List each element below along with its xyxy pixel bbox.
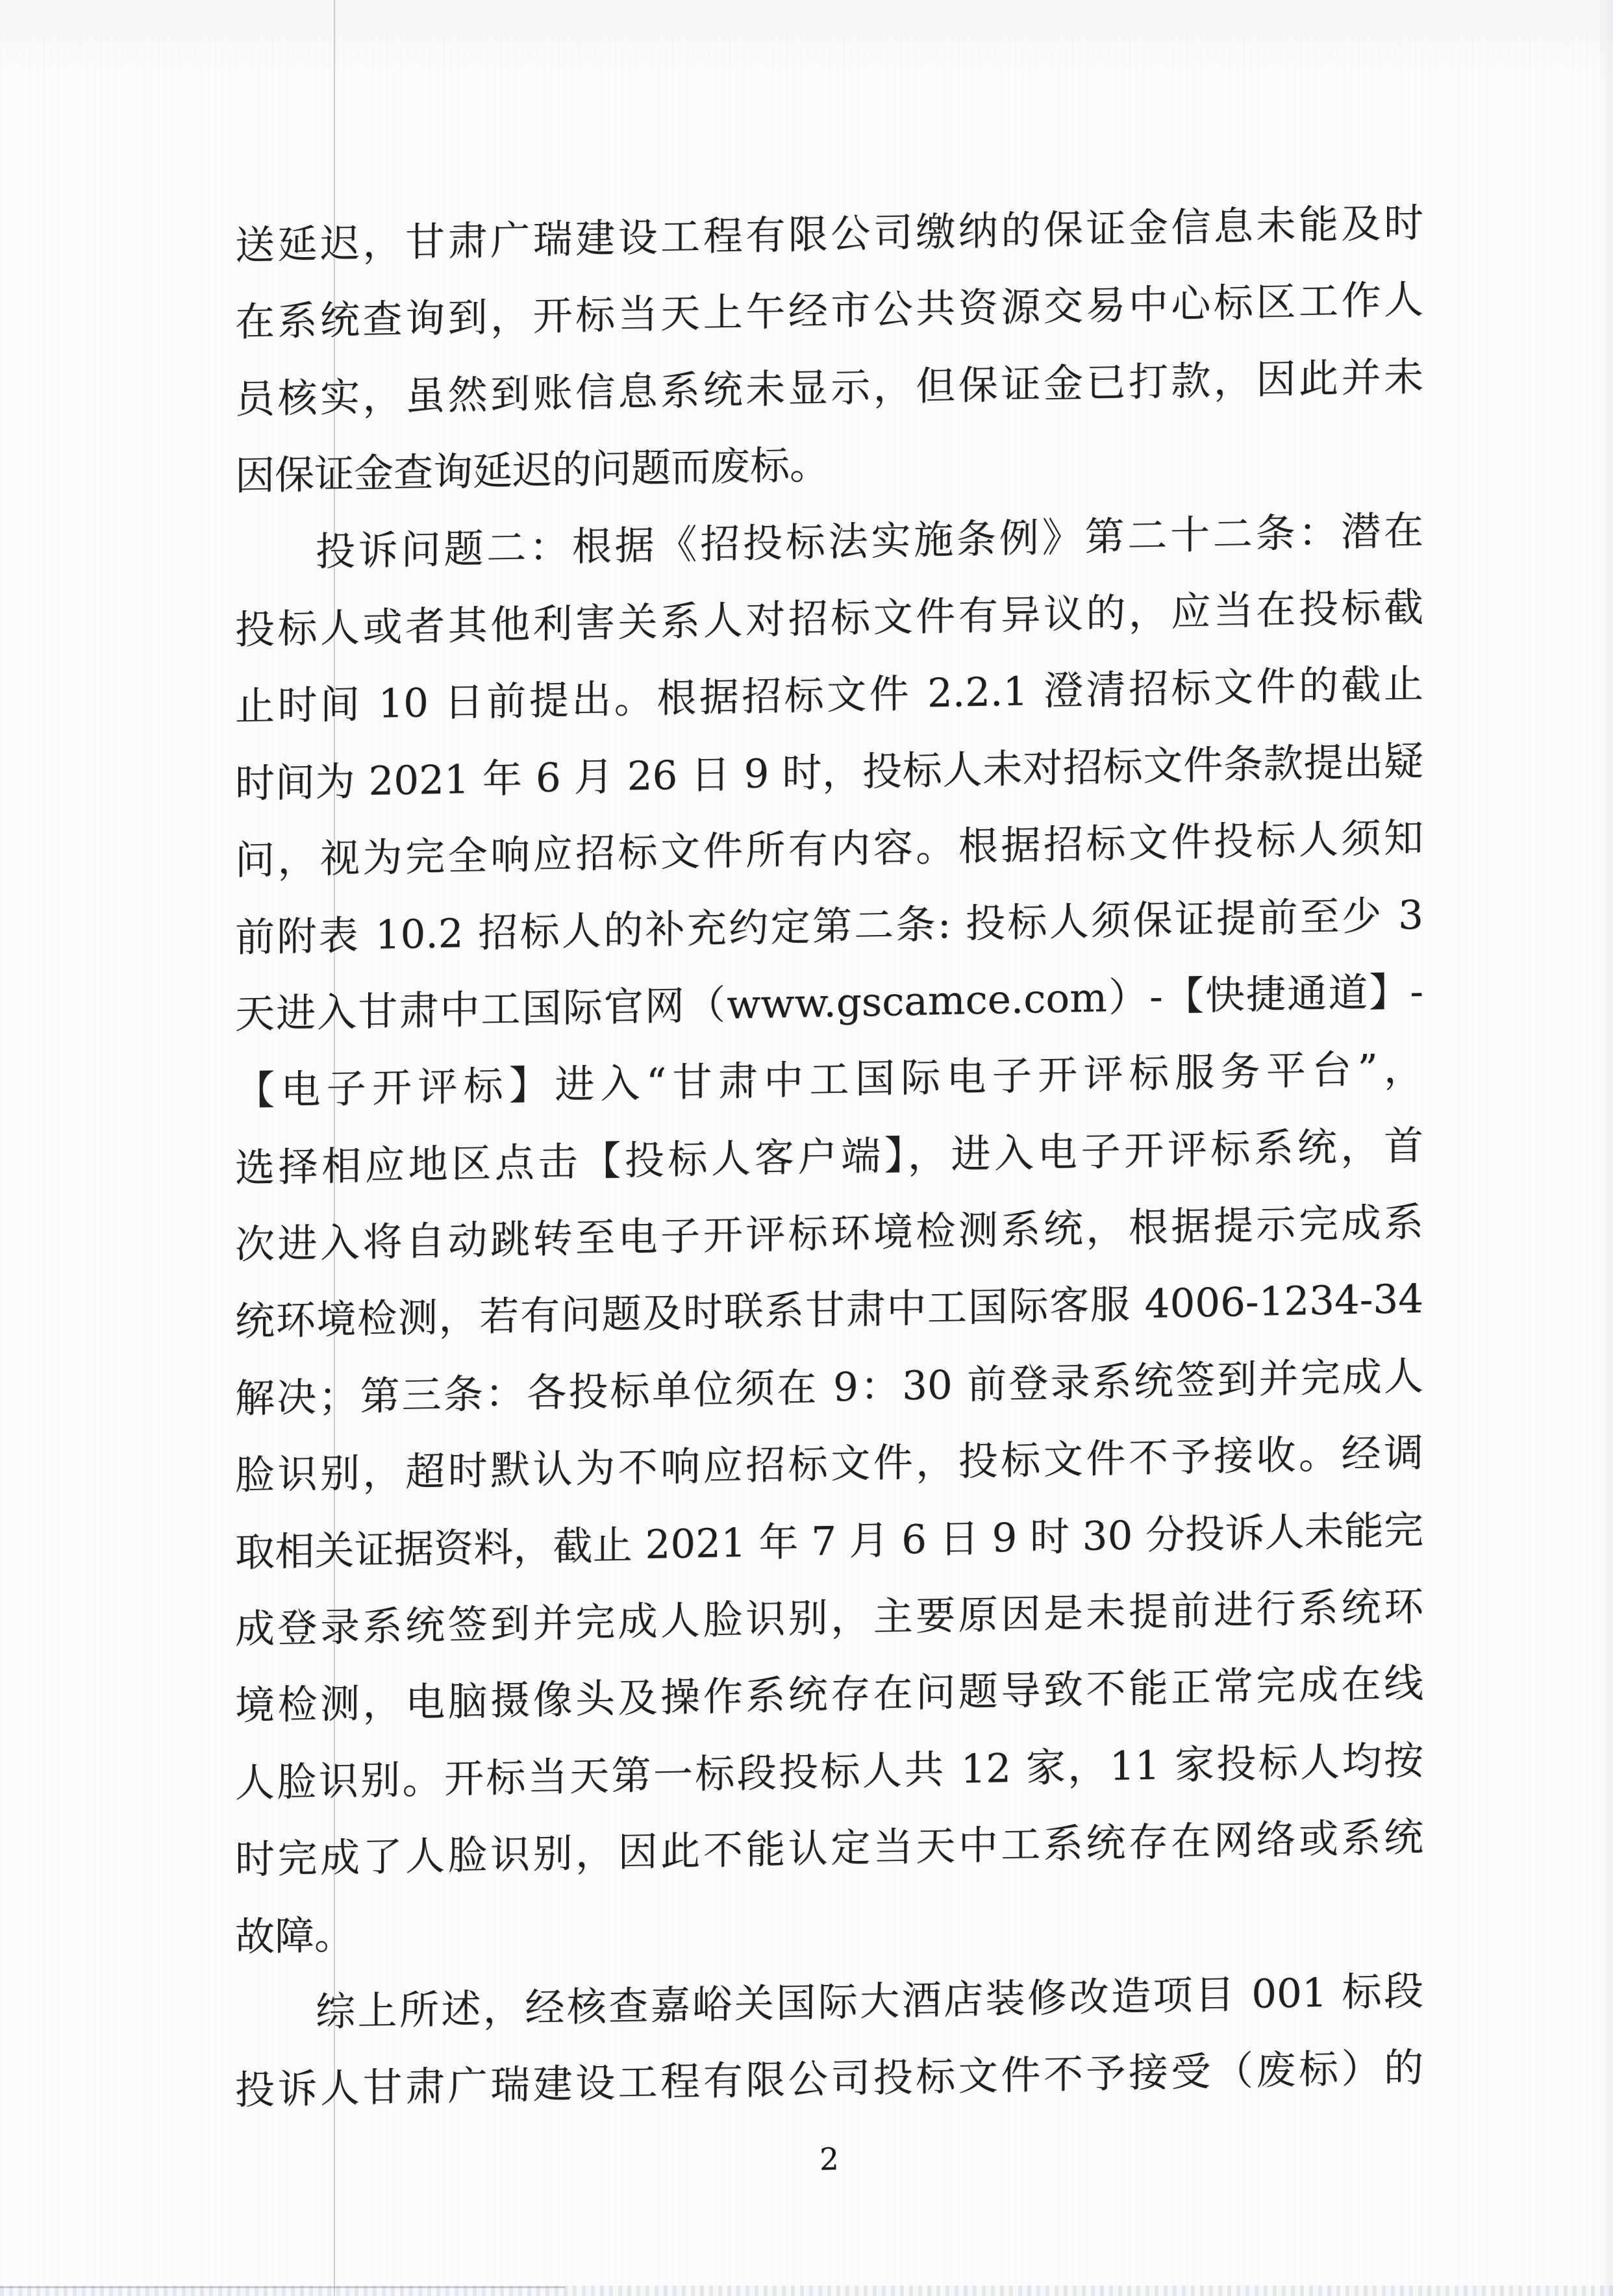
text-line: 统环境检测，若有问题及时联系甘肃中工国际客服 4006-1234-34	[235, 1276, 1423, 1345]
text-line: 取相关证据资料，截止 2021 年 7 月 6 日 9 时 30 分投诉人未能完	[235, 1506, 1423, 1576]
text-line: 前附表 10.2 招标人的补充约定第二条: 投标人须保证提前至少 3	[235, 892, 1423, 961]
scan-edge-right-artifact	[1599, 0, 1613, 2296]
document-body-text	[235, 185, 1423, 2130]
text-line: 因保证金查询延迟的问题而废标。	[235, 442, 830, 500]
text-line: 境检测，电脑摄像头及操作系统存在问题导致不能正常完成在线	[235, 1660, 1423, 1730]
text-line: 解决；第三条：各投标单位须在 9：30 前登录系统签到并完成人	[235, 1353, 1423, 1422]
text-line: 送延迟，甘肃广瑞建设工程有限公司缴纳的保证金信息未能及时	[235, 199, 1423, 269]
text-line: 脸识别，超时默认为不响应招标文件，投标文件不予接收。经调	[235, 1430, 1423, 1499]
text-line: 选择相应地区点击【投标人客户端】，进入电子开评标系统，首	[235, 1122, 1423, 1192]
text-line: 员核实，虽然到账信息系统未显示，但保证金已打款，因此并未	[235, 353, 1423, 423]
text-line: 【电子开评标】进入“甘肃中工国际电子开评标服务平台”，	[235, 1045, 1423, 1115]
text-line: 天进入甘肃中工国际官网（www.gscamce.com）-【快捷通道】-	[235, 968, 1423, 1038]
text-line: 投诉问题二：根据《招投标法实施条例》第二十二条：潜在	[316, 507, 1423, 575]
text-line: 投诉人甘肃广瑞建设工程有限公司投标文件不予接受（废标）的	[235, 2045, 1423, 2114]
text-line: 成登录系统签到并完成人脸识别，主要原因是未提前进行系统环	[235, 1583, 1423, 1653]
text-line: 故障。	[235, 1912, 355, 1960]
text-line: 次进入将自动跳转至电子开评标环境检测系统，根据提示完成系	[235, 1199, 1423, 1269]
text-line: 投标人或者其他利害关系人对招标文件有异议的，应当在投标截	[235, 584, 1423, 653]
text-line: 在系统查询到，开标当天上午经市公共资源交易中心标区工作人	[235, 277, 1423, 346]
text-line: 时间为 2021 年 6 月 26 日 9 时，投标人未对招标文件条款提出疑	[235, 738, 1423, 807]
text-line: 止时间 10 日前提出。根据招标文件 2.2.1 澄清招标文件的截止	[235, 661, 1423, 730]
text-line: 综上所述，经核查嘉峪关国际大酒店装修改造项目 001 标段	[316, 1967, 1423, 2036]
text-line: 问，视为完全响应招标文件所有内容。根据招标文件投标人须知	[235, 814, 1423, 884]
text-line: 人脸识别。开标当天第一标段投标人共 12 家，11 家投标人均按	[235, 1737, 1423, 1806]
text-line: 时完成了人脸识别，因此不能认定当天中工系统存在网络或系统	[235, 1814, 1423, 1884]
scanned-text-block	[235, 185, 1423, 2192]
page-number: 2	[819, 2141, 839, 2178]
scan-bottom-line-artifact	[0, 2286, 565, 2288]
